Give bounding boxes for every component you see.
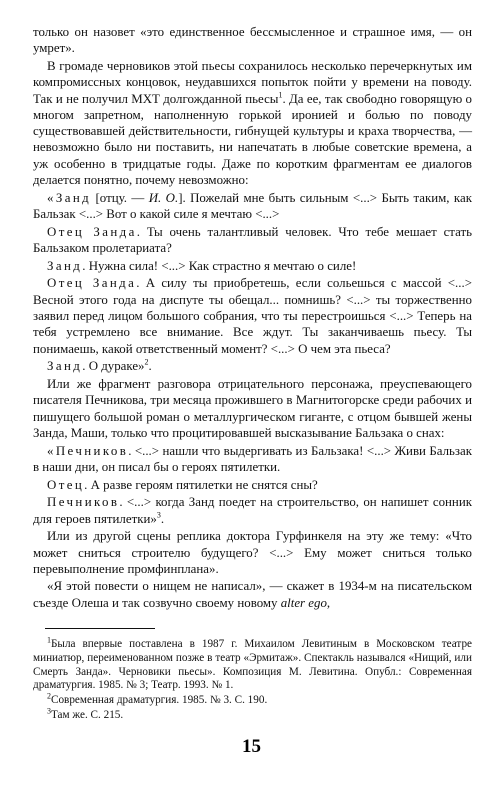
paragraph: только он назовет «это единственное бессмысленное и страшное имя, — он умрет». <box>33 25 472 56</box>
dialogue-line: «Печников. <...> нашли что выдергивать из Бальзака! <...> Живи Бальзак в наши дни, он писал бы о героях пятилетки. <box>33 443 472 474</box>
dialogue-line: Отец. А разве героям пятилетки не снятся сны? <box>47 477 318 492</box>
speaker: Отец <box>47 477 85 492</box>
speaker: «Занд <box>47 190 92 205</box>
footnote-number: 1 <box>47 635 51 645</box>
footnote: $^2$Современная драматургия. 1985. № 3. С. 190. <box>47 691 268 707</box>
paragraph: «Я этой повести о нищем не написал», — скажет в 1934-м на писательском съезде Олеша и так созвучно своему новому alter ego, <box>33 579 472 610</box>
footnote-ref: 1 <box>278 90 283 100</box>
footnote-divider <box>45 628 155 629</box>
speaker: Занд <box>47 258 83 273</box>
paragraph: В громаде черновиков этой пьесы сохранилось несколько перечеркнутых им компромиссных концовок, неудавшихся попыток пойти у времени на поводу. Так и не получил МХТ долгожданной пьесы$^1$. Да ее, так свободно говорящую о многом запретном, наполненную горькой иронией и болью по поводу существовавшей действительности, гибнущей культуры и краха творчества, — невозможно было ни поставить, ни напечатать в любые советские времена, а уж особенно в тридцатые годы. Даже по коротким фрагментам ее диалогов делается понятно, почему невозможно: <box>33 58 472 188</box>
footnote-ref: 3 <box>156 510 161 520</box>
main-text <box>33 24 472 611</box>
paragraph: Или же фрагмент разговора отрицательного персонажа, преуспевающего писателя Печникова, три месяца прожившего в Магнитогорске среди рабочих и пишущего большой роман о металлургическом гиганте, с отцом бывшей жены Занда, Маши, только что процитировавшей высказывание Бальзака о снах: <box>33 376 472 440</box>
footnotes <box>33 635 472 723</box>
footnote: $^1$Была впервые поставлена в 1987 г. Михаилом Левитиным в Московском театре миниатюр, переименованном позже в театр «Эрмитаж». Спектакль назывался «Нищий, или Смерть Занда». Черновики пьесы». Композиция М. Левитина. Опубл.: Современная драматургия. 1985. № 3; Театр. 1993. № 1. <box>33 635 472 692</box>
footnote-number: 3 <box>47 706 51 716</box>
page-number: 15 <box>242 736 261 757</box>
footnote: $^3$Там же. С. 215. <box>47 706 124 722</box>
dialogue-line: Отец Занда. Ты очень талантливый человек. Что тебе мешает стать Бальзаком пролетариата? <box>33 224 472 256</box>
speaker: Занд <box>47 359 83 374</box>
dialogue-line: Печников. <...> когда Занд поедет на строительство, он напишет сонник для героев пятилетки»$^3$. <box>33 495 472 526</box>
footnote-ref: 2 <box>144 357 149 367</box>
footnote-number: 2 <box>47 691 51 701</box>
speaker: Отец Занда <box>47 276 137 291</box>
dialogue-line: «Занд [отцу. — И. О.]. Пожелай мне быть сильным <...> Быть таким, как Бальзак <...> Вот о какой силе я мечтаю <...> <box>33 190 472 222</box>
dialogue-line: Отец Занда. А силу ты приобретешь, если сольешься с массой <...> Весной этого года на диспуте ты обещал... помнишь? <...> ты торжественно заявил перед лицом большого собрания, что ты перестроишься <...> Теперь на тебя устремлено все внимание. Все ждут. Ты заканчиваешь пьесу. Ты понимаешь, какой ответственный момент? <...> О чем эта пьеса? <box>33 276 472 356</box>
paragraph: Или из другой сцены реплика доктора Гурфинкеля на эту же тему: «Что может сниться строителю будущего? <...> Ему может сниться только перевыполнение промфинплана». <box>33 529 472 576</box>
speaker: «Печников <box>47 443 129 458</box>
dialogue-line: Занд. О дураке»$^2$. <box>47 357 152 374</box>
dialogue-line: Занд. Нужна сила! <...> Как страстно я мечтаю о силе! <box>47 258 357 273</box>
speaker: Отец Занда <box>47 224 137 239</box>
speaker: Печников <box>47 495 120 510</box>
